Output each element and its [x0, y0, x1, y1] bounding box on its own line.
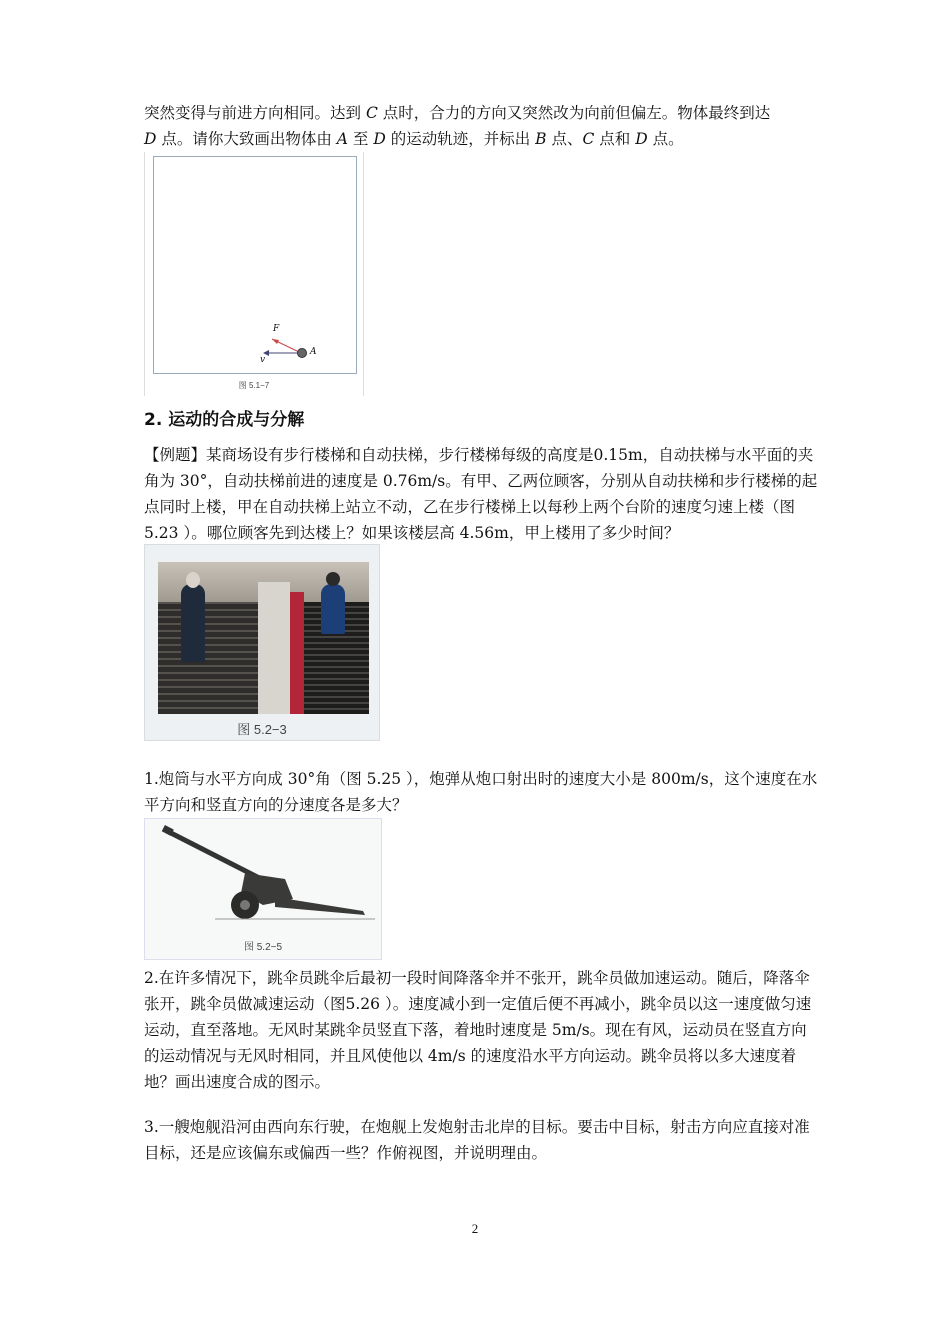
- question-1: 1.炮筒与水平方向成 30°角（图 5.25 ），炮弹从炮口射出时的速度大小是 800m/s，这个速度在水平方向和竖直方向的分速度各是多大？: [144, 770, 818, 814]
- intro-text: 点和: [594, 130, 636, 148]
- figure-caption: 图 5.2−5: [243, 942, 283, 953]
- section-title: 2. 运动的合成与分解: [144, 410, 305, 430]
- escalator-handrail: [290, 592, 304, 714]
- point-d-label: D: [635, 130, 648, 148]
- point-a-label: A: [336, 130, 348, 148]
- person-head: [326, 572, 340, 586]
- question-3: 3.一艘炮舰沿河由西向东行驶，在炮舰上发炮射击北岸的目标。要击中目标，射击方向应直接对准目标，还是应该偏东或偏西一些？作俯视图，并说明理由。: [144, 1118, 810, 1162]
- person-on-stairs: [181, 584, 205, 662]
- person-on-escalator: [321, 584, 345, 634]
- figure-5-2-3: [144, 544, 380, 741]
- escalator-photo: [158, 562, 369, 714]
- intro-text: 点。请你大致画出物体由: [156, 130, 337, 148]
- divider-wall: [258, 582, 290, 714]
- velocity-label: v: [260, 355, 266, 365]
- force-label: F: [273, 324, 280, 334]
- point-d-label: D: [373, 130, 386, 148]
- wheel-hub: [240, 900, 250, 910]
- force-arrowhead: [272, 339, 279, 344]
- stairs: [158, 602, 258, 714]
- intro-text: 突然变得与前进方向相同。达到: [144, 104, 366, 122]
- page-number: 2: [471, 1221, 479, 1236]
- intro-text: 点时，合力的方向又突然改为向前但偏左。物体最终到达: [377, 104, 771, 122]
- force-diagram: [145, 152, 363, 396]
- figure-caption: 图 5.2−3: [237, 722, 287, 737]
- intro-text: 点。: [647, 130, 684, 148]
- intro-text: 点、: [546, 130, 583, 148]
- point-label: A: [310, 347, 317, 357]
- figure-5-1-7: [144, 152, 364, 396]
- point-c-label: C: [582, 130, 595, 148]
- person-head: [186, 572, 200, 588]
- figure-caption: 图 5.1−7: [238, 381, 270, 390]
- object-ball: [298, 349, 307, 358]
- example-paragraph: 【例题】某商场设有步行楼梯和自动扶梯，步行楼梯每级的高度是0.15m，自动扶梯与水平面的夹角为 30°，自动扶梯前进的速度是 0.76m/s。有甲、乙两位顾客，分别从自动扶梯和步行楼梯的起点同时上楼，甲在自动扶梯上站立不动，乙在步行楼梯上以每秒上两个台阶的速度匀速上楼（图 5.23 ）。哪位顾客先到达楼上？如果该楼层高 4.56m，甲上楼用了多少时间？: [144, 446, 818, 542]
- point-b-label: B: [535, 130, 547, 148]
- point-c-label: C: [365, 104, 378, 122]
- point-d-label: D: [144, 130, 157, 148]
- intro-paragraph: [144, 100, 819, 152]
- trail-leg: [275, 897, 365, 915]
- intro-text: 至: [348, 130, 374, 148]
- question-2: 2.在许多情况下，跳伞员跳伞后最初一段时间降落伞并不张开，跳伞员做加速运动。随后，降落伞张开，跳伞员做减速运动（图5.26 ）。速度减小到一定值后便不再减小，跳伞员以这一速度做匀速运动，直至落地。无风时某跳伞员竖直下落，着地时速度是 5m/s。现在有风，运动员在竖直方向的运动情况与无风时相同，并且风使他以 4m/s 的速度沿水平方向运动。跳伞员将以多大速度着地？画出速度合成的图示。: [144, 969, 812, 1091]
- figure-5-2-5: [144, 818, 382, 960]
- intro-text: 的运动轨迹，并标出: [385, 130, 536, 148]
